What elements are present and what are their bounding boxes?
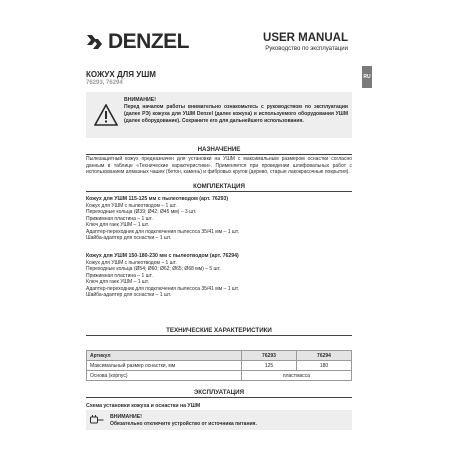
table-row [87,351,352,361]
manual-page [80,22,358,442]
table-cell: пластмасса [242,371,352,381]
table-cell: 180 [297,361,352,371]
product-codes: 76293, 76294 [86,80,123,86]
table-cell: 125 [242,361,297,371]
table-header-76293: 76293 [242,351,297,361]
operation-heading: ЭКСПЛУАТАЦИЯ [86,389,352,398]
kit-heading: КОМПЛЕКТАЦИЯ [86,183,352,192]
brand-name: DENZEL [108,30,189,53]
attention-title: ВНИМАНИЕ! [110,414,142,420]
list-item: Ключ для гаек УШМ – 1 шт. [86,279,150,286]
specs-heading: ТЕХНИЧЕСКИЕ ХАРАКТЕРИСТИКИ [86,327,352,336]
warning-triangle-icon [94,104,118,126]
manual-title: USER MANUAL [263,32,348,44]
list-item: Шайба-адаптер для оснастки – 1 шт. [86,235,172,242]
kit-set1-title: Кожух для УШМ 115-125 мм с пылеотводом (арт. 76293) [86,196,229,202]
warning-title: ВНИМАНИЕ! [124,97,156,103]
table-cell-label: Максимальный размер оснастки, мм [87,361,242,371]
list-item: Прижимная пластина – 1 шт. [86,272,153,279]
table-cell-label: Основа (корпус) [87,371,242,381]
table-header-article: Артикул [87,351,242,361]
kit-set2-list [86,260,352,298]
list-item: Шайба-адаптер для оснастки – 1 шт. [86,292,172,299]
kit-set2-title: Кожух для УШМ 150-180-230 мм с пылеотводом (арт. 76294) [86,253,239,259]
table-row [87,371,352,381]
warning-box [86,92,352,138]
list-item: Переходные кольца (Ø39; Ø42; Ø45 мм) – 3 шт. [86,209,197,216]
language-tab: RU [362,66,372,88]
table-header-76294: 76294 [297,351,352,361]
list-item: Адаптер-переходник для подключения пылесоса 35/41 мм – 1 шт. [86,285,240,292]
attention-box [86,410,352,430]
warning-text: Перед началом работы внимательно ознакомьтесь с руководством по эксплуатации (далее РЭ) кожуха для УШМ Denzel (далее кожуха) и используемого оборудования УШМ (далее оборудование). Сохраните его для дальнейшего использования. [124,104,348,124]
list-item: Прижимная пластина – 1 шт. [86,215,153,222]
brand-logo [86,30,189,54]
specs-table [86,350,352,381]
product-title: КОЖУХ ДЛЯ УШМ [86,70,156,79]
list-item: Переходные кольца (Ø54; Ø60; Ø62; Ø65; Ø68 мм) – 5 шт. [86,266,221,273]
list-item: Адаптер-переходник для подключения пылесоса 35/41 мм – 1 шт. [86,228,240,235]
list-item: Кожух для УШМ с пылеотводом – 1 шт. [86,260,177,266]
manual-subtitle: Руководство по эксплуатации [265,46,348,52]
purpose-heading: НАЗНАЧЕНИЕ [86,146,352,155]
list-item: Ключ для гаек УШМ – 1 шт. [86,222,150,229]
denzel-logo-icon [86,32,106,52]
scheme-title: Схема установки кожуха и оснастки на УШМ [86,403,201,409]
kit-set1-list [86,203,352,241]
table-row [87,361,352,371]
unplug-icon [90,414,104,426]
attention-text: Обязательно отключите устройство от источника питания. [110,421,257,427]
list-item: Кожух для УШМ с пылеотводом – 1 шт. [86,203,177,209]
purpose-text: Пылезащитный кожух предназначен для установки на УШМ с максимальным размером оснастки согласно данным в таблице «Технические характеристики». Применяется при проведении шлифовальных работ с использованием алмазных чашек (бетон, камень) и фибровых кругов (дерево, старые лакокрасочные покрытия). [86,156,352,176]
